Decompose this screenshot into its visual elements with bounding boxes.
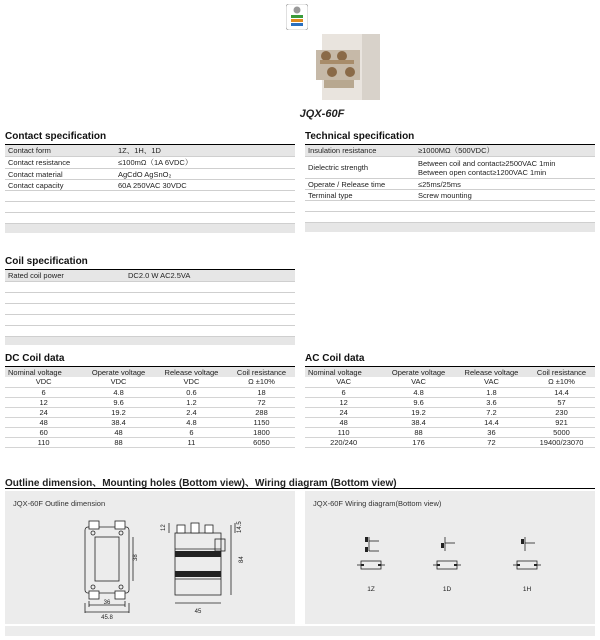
panel-label: JQX-60F Wiring diagram(Bottom view) bbox=[313, 499, 442, 508]
table-row: 24 19.2 7.2 230 bbox=[305, 407, 595, 417]
dc-coil-section bbox=[5, 353, 295, 448]
contact-spec-table bbox=[5, 145, 295, 233]
outline-section-title: Outline dimension、Mounting holes (Bottom view)、Wiring diagram (Bottom view) bbox=[5, 478, 397, 489]
wiring-label-1h: 1H bbox=[522, 586, 532, 593]
table-row: Contact form 1Z、1H、1D bbox=[5, 145, 295, 157]
dim-84: 84 bbox=[239, 556, 245, 563]
dim-12: 12 bbox=[161, 524, 167, 531]
coil-spec-table bbox=[5, 270, 295, 345]
dim-45: 45 bbox=[194, 609, 202, 615]
section-title: Coil specification bbox=[5, 256, 88, 267]
dim-36: 36 bbox=[103, 600, 111, 606]
table-row: Rated coil power DC2.0 W AC2.5VA bbox=[5, 270, 295, 281]
dim-45-8: 45.8 bbox=[101, 615, 113, 621]
model-name: JQX-60F bbox=[299, 108, 345, 120]
table-row: Insulation resistance ≥1000MΩ（500VDC） bbox=[305, 145, 595, 157]
ac-coil-section bbox=[305, 353, 595, 448]
outline-drawing bbox=[5, 491, 295, 624]
relay-icon bbox=[286, 4, 308, 30]
product-header bbox=[0, 0, 600, 125]
product-photo bbox=[312, 30, 382, 102]
table-row: 6 4.8 0.6 18 bbox=[5, 387, 295, 397]
wiring-label-1d: 1D bbox=[442, 586, 452, 593]
section-title: Contact specification bbox=[5, 131, 107, 142]
table-row: 110 88 11 6050 bbox=[5, 437, 295, 447]
table-row: 6 4.8 1.8 14.4 bbox=[305, 387, 595, 397]
table-row: 110 88 36 5000 bbox=[305, 427, 595, 437]
table-row: Contact capacity 60A 250VAC 30VDC bbox=[5, 180, 295, 191]
contact-spec-section bbox=[5, 131, 295, 233]
outline-dimension-panel bbox=[5, 491, 295, 624]
dc-coil-table: Nominal voltage Operate voltage Release voltage Coil resistance VDC VDC VDC Ω ±10% 6 4.8 0.6 18 12 9.6 1.2 72 24 19.2 2.4 288 48 38.4 4.8 1150 60 48 6 1800 110 88 11 6050 bbox=[5, 367, 295, 448]
table-row: 12 9.6 1.2 72 bbox=[5, 397, 295, 407]
table-row: Operate / Release time ≤25ms/25ms bbox=[305, 179, 595, 190]
table-row: 12 9.6 3.6 57 bbox=[305, 397, 595, 407]
coil-spec-section bbox=[5, 256, 295, 345]
section-title: Technical specification bbox=[305, 131, 415, 142]
section-title: DC Coil data bbox=[5, 353, 65, 364]
bottom-bar bbox=[5, 626, 595, 636]
wiring-label-1z: 1Z bbox=[367, 586, 375, 593]
table-row: Contact material AgCdO AgSnO₂ bbox=[5, 169, 295, 180]
table-row: Dielectric strength Between coil and contact≥2500VAC 1min Between open contact≥1200VAC 1min bbox=[305, 157, 595, 179]
wiring-diagram-panel bbox=[305, 491, 595, 624]
section-title: AC Coil data bbox=[305, 353, 365, 364]
table-row: 220/240 176 72 19400/23070 bbox=[305, 437, 595, 447]
technical-spec-table bbox=[305, 145, 595, 232]
panel-label: JQX-60F Outline dimension bbox=[13, 499, 106, 508]
dim-38: 38 bbox=[133, 554, 139, 561]
table-row: Terminal type Screw mounting bbox=[305, 190, 595, 201]
table-row: 48 38.4 4.8 1150 bbox=[5, 417, 295, 427]
wiring-diagram bbox=[305, 491, 595, 624]
table-row: 48 38.4 14.4 921 bbox=[305, 417, 595, 427]
technical-spec-section bbox=[305, 131, 595, 232]
table-row: 24 19.2 2.4 288 bbox=[5, 407, 295, 417]
table-row: Contact resistance ≤100mΩ（1A 6VDC） bbox=[5, 157, 295, 169]
dim-14-5: 14.5 bbox=[237, 521, 243, 533]
ac-coil-table: Nominal voltage Operate voltage Release voltage Coil resistance VAC VAC VAC Ω ±10% 6 4.8 1.8 14.4 12 9.6 3.6 57 24 19.2 7.2 230 48 38.4 14.4 921 110 88 36 5000 220/240 176 72 19400/23070 bbox=[305, 367, 595, 448]
table-row: 60 48 6 1800 bbox=[5, 427, 295, 437]
